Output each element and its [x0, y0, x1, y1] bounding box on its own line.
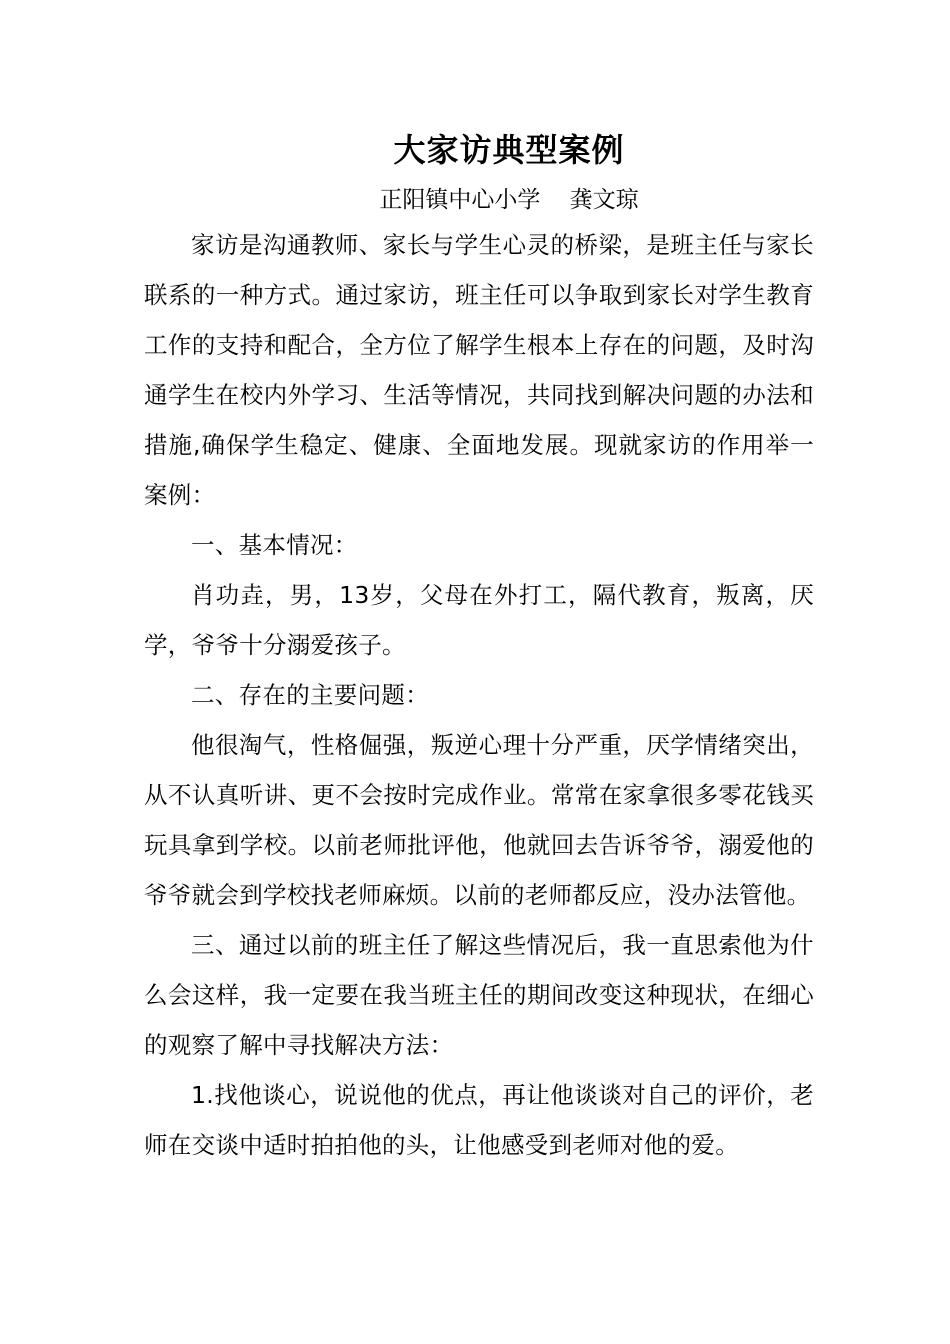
document-title: 大家访典型案例: [393, 131, 625, 169]
paragraph-section-1-heading: 一、基本情况：: [191, 531, 358, 559]
paragraph-section-2-heading: 二、存在的主要问题：: [191, 681, 429, 709]
document-byline: 正阳镇中心小学 龚文琼: [379, 187, 639, 213]
document-page: [144, 120, 814, 1170]
paragraph-basic-info: 肖功垚，男，13岁，父母在外打工，隔代教育，叛离，厌学，爷爷十分溺爱孩子。: [144, 581, 814, 659]
paragraph-problems: 他很淘气，性格倔强，叛逆心理十分严重，厌学情绪突出，从不认真听讲、更不会按时完成作业。常常在家拿很多零花钱买玩具拿到学校。以前老师批评他，他就回去告诉爷爷，溺爱他的爷爷就会到学校找老师麻烦。以前的老师都反应，没办法管他。: [144, 731, 814, 909]
paragraph-section-3: 三、通过以前的班主任了解这些情况后，我一直思索他为什么会这样，我一定要在我当班主任的期间改变这种现状，在细心的观察了解中寻找解决方法：: [144, 931, 814, 1059]
paragraph-intro: 家访是沟通教师、家长与学生心灵的桥梁，是班主任与家长联系的一种方式。通过家访，班主任可以争取到家长对学生教育工作的支持和配合，全方位了解学生根本上存在的问题，及时沟通学生在校内外学习、生活等情况，共同找到解决问题的办法和措施,确保学生稳定、健康、全面地发展。现就家访的作用举一案例：: [144, 231, 814, 509]
paragraph-step-1: 1.找他谈心，说说他的优点，再让他谈谈对自己的评价，老师在交谈中适时拍拍他的头，让他感受到老师对他的爱。: [144, 1081, 814, 1159]
